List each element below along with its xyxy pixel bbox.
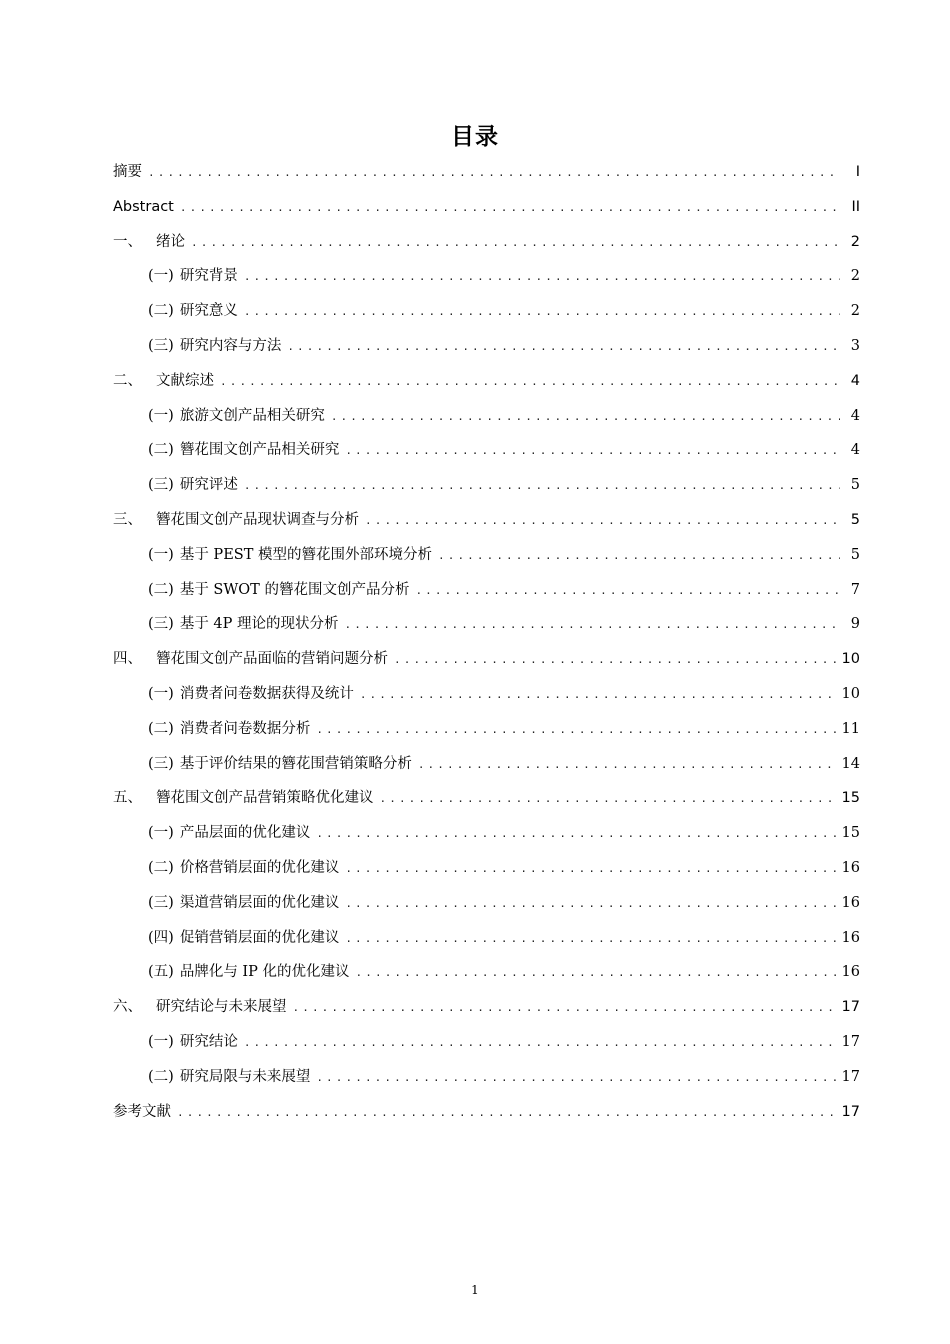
toc-entry[interactable] bbox=[113, 781, 860, 816]
toc-entry-label: 研究背景 bbox=[179, 268, 238, 285]
toc-entry[interactable] bbox=[113, 955, 860, 990]
toc-entry-number: (三) bbox=[148, 616, 174, 633]
toc-entry-label: 旅游文创产品相关研究 bbox=[179, 407, 325, 424]
toc-entry-number: (一) bbox=[148, 825, 174, 842]
toc-dot-leader bbox=[293, 991, 836, 1026]
toc-entry-label: 簪花围文创产品营销策略优化建议 bbox=[156, 790, 374, 807]
toc-entry-number: (三) bbox=[148, 894, 174, 911]
toc-entry-page: 16 bbox=[841, 894, 860, 911]
toc-entry-page: 16 bbox=[841, 859, 860, 876]
toc-dot-leader bbox=[415, 574, 840, 609]
toc-entry[interactable] bbox=[113, 259, 860, 294]
table-of-contents bbox=[113, 155, 860, 1129]
toc-dot-leader bbox=[316, 713, 835, 748]
toc-entry-page: 11 bbox=[841, 720, 860, 737]
toc-entry-number: 一、 bbox=[113, 233, 142, 250]
toc-entry-label: 促销营销层面的优化建议 bbox=[179, 929, 340, 946]
toc-entry-label: 渠道营销层面的优化建议 bbox=[179, 894, 340, 911]
toc-dot-leader bbox=[316, 1061, 835, 1096]
toc-entry[interactable] bbox=[113, 851, 860, 886]
toc-entry-page: 2 bbox=[850, 268, 860, 285]
toc-entry-label: 文献综述 bbox=[156, 372, 214, 389]
toc-entry-page: 17 bbox=[841, 1068, 860, 1085]
toc-entry-page: 5 bbox=[850, 477, 860, 494]
toc-entry[interactable] bbox=[113, 747, 860, 782]
toc-dot-leader bbox=[365, 504, 840, 539]
toc-dot-leader bbox=[244, 469, 840, 504]
toc-dot-leader bbox=[380, 782, 836, 817]
toc-entry-number: (一) bbox=[148, 685, 174, 702]
toc-entry-page: 16 bbox=[841, 929, 860, 946]
toc-entry[interactable] bbox=[113, 1025, 860, 1060]
toc-entry[interactable] bbox=[113, 225, 860, 260]
toc-dot-leader bbox=[345, 852, 835, 887]
toc-entry-page: 14 bbox=[841, 755, 860, 772]
toc-entry-page: 4 bbox=[850, 372, 860, 389]
toc-entry-label: 研究评述 bbox=[179, 477, 238, 494]
toc-entry[interactable] bbox=[113, 399, 860, 434]
toc-entry-label: Abstract bbox=[113, 198, 174, 215]
toc-entry-label: 绪论 bbox=[156, 233, 185, 250]
toc-entry-label: 基于评价结果的簪花围营销策略分析 bbox=[179, 755, 412, 772]
toc-dot-leader bbox=[345, 887, 835, 922]
toc-entry[interactable] bbox=[113, 816, 860, 851]
toc-dot-leader bbox=[345, 608, 840, 643]
toc-entry-number: (一) bbox=[148, 1033, 174, 1050]
toc-entry[interactable] bbox=[113, 294, 860, 329]
toc-entry-page: II bbox=[851, 198, 860, 215]
toc-entry-page: 10 bbox=[841, 685, 860, 702]
toc-entry-number: (二) bbox=[148, 581, 174, 598]
toc-dot-leader bbox=[331, 400, 840, 435]
toc-entry-page: 15 bbox=[841, 825, 860, 842]
toc-entry-number: (一) bbox=[148, 268, 174, 285]
toc-dot-leader bbox=[244, 1026, 836, 1061]
toc-entry-label: 簪花围文创产品现状调查与分析 bbox=[156, 511, 359, 528]
toc-dot-leader bbox=[191, 226, 840, 261]
toc-entry-label: 价格营销层面的优化建议 bbox=[179, 859, 340, 876]
toc-entry-label: 品牌化与 IP 化的优化建议 bbox=[179, 964, 350, 981]
toc-entry-number: 五、 bbox=[113, 790, 142, 807]
toc-entry-page: 15 bbox=[841, 790, 860, 807]
toc-dot-leader bbox=[148, 156, 840, 191]
toc-dot-leader bbox=[316, 817, 835, 852]
toc-entry-page: 5 bbox=[850, 546, 860, 563]
toc-entry-label: 基于 SWOT 的簪花围文创产品分析 bbox=[179, 581, 410, 598]
toc-entry[interactable] bbox=[113, 190, 860, 225]
toc-entry-number: (三) bbox=[148, 755, 174, 772]
toc-entry-number: 六、 bbox=[113, 999, 142, 1016]
toc-entry[interactable] bbox=[113, 329, 860, 364]
toc-entry-number: (二) bbox=[148, 442, 174, 459]
toc-entry-number: (一) bbox=[148, 407, 174, 424]
toc-entry-number: 三、 bbox=[113, 511, 142, 528]
toc-entry[interactable] bbox=[113, 364, 860, 399]
toc-entry-page: 4 bbox=[850, 442, 860, 459]
toc-dot-leader bbox=[180, 191, 840, 226]
toc-entry-number: (四) bbox=[148, 929, 174, 946]
toc-entry-label: 基于 PEST 模型的簪花围外部环境分析 bbox=[179, 546, 432, 563]
toc-entry-page: 9 bbox=[850, 616, 860, 633]
toc-entry-label: 参考文献 bbox=[113, 1103, 171, 1120]
toc-entry-page: 2 bbox=[850, 303, 860, 320]
toc-dot-leader bbox=[345, 434, 840, 469]
toc-entry-page: 7 bbox=[850, 581, 860, 598]
toc-entry[interactable] bbox=[113, 677, 860, 712]
toc-entry-label: 研究内容与方法 bbox=[179, 337, 282, 354]
toc-entry-label: 簪花围文创产品相关研究 bbox=[179, 442, 340, 459]
toc-entry[interactable] bbox=[113, 155, 860, 190]
toc-entry-page: 2 bbox=[850, 233, 860, 250]
toc-dot-leader bbox=[418, 748, 836, 783]
toc-entry-page: 4 bbox=[850, 407, 860, 424]
toc-dot-leader bbox=[360, 678, 836, 713]
toc-entry-label: 消费者问卷数据分析 bbox=[179, 720, 311, 737]
toc-entry-label: 研究结论 bbox=[179, 1033, 238, 1050]
toc-entry-label: 研究局限与未来展望 bbox=[179, 1068, 311, 1085]
toc-entry[interactable] bbox=[113, 503, 860, 538]
toc-dot-leader bbox=[438, 539, 840, 574]
toc-dot-leader bbox=[287, 330, 840, 365]
toc-entry-label: 研究意义 bbox=[179, 303, 238, 320]
toc-dot-leader bbox=[244, 260, 840, 295]
toc-entry[interactable] bbox=[113, 468, 860, 503]
toc-dot-leader bbox=[177, 1096, 836, 1131]
toc-entry-page: 5 bbox=[850, 511, 860, 528]
toc-entry-label: 摘要 bbox=[113, 164, 142, 180]
toc-entry[interactable] bbox=[113, 433, 860, 468]
toc-entry-label: 产品层面的优化建议 bbox=[179, 825, 311, 842]
toc-entry-number: (三) bbox=[148, 477, 174, 494]
toc-entry-page: 17 bbox=[841, 999, 860, 1016]
toc-entry[interactable] bbox=[113, 921, 860, 956]
toc-entry[interactable] bbox=[113, 607, 860, 642]
toc-entry-page: 10 bbox=[841, 651, 860, 668]
toc-entry[interactable] bbox=[113, 642, 860, 677]
toc-entry[interactable] bbox=[113, 886, 860, 921]
toc-entry[interactable] bbox=[113, 712, 860, 747]
toc-dot-leader bbox=[356, 956, 836, 991]
toc-entry-number: 二、 bbox=[113, 372, 142, 389]
toc-entry-number: (一) bbox=[148, 546, 174, 563]
toc-dot-leader bbox=[345, 922, 835, 957]
toc-dot-leader bbox=[220, 365, 840, 400]
toc-entry-page: 17 bbox=[841, 1033, 860, 1050]
toc-entry-number: 四、 bbox=[113, 651, 142, 668]
toc-entry[interactable] bbox=[113, 1095, 860, 1130]
toc-entry-page: 3 bbox=[850, 337, 860, 354]
toc-entry-page: 17 bbox=[841, 1103, 860, 1120]
toc-entry-number: (五) bbox=[148, 964, 174, 981]
toc-dot-leader bbox=[244, 295, 840, 330]
toc-entry-number: (二) bbox=[148, 720, 174, 737]
toc-entry-number: (二) bbox=[148, 303, 174, 320]
toc-entry[interactable] bbox=[113, 990, 860, 1025]
toc-entry-label: 基于 4P 理论的现状分析 bbox=[179, 616, 339, 633]
toc-entry-number: (三) bbox=[148, 337, 174, 354]
toc-dot-leader bbox=[394, 643, 836, 678]
toc-entry-page: 16 bbox=[841, 964, 860, 981]
page-title: 目录 bbox=[451, 124, 499, 150]
toc-entry-number: (二) bbox=[148, 859, 174, 876]
toc-entry[interactable] bbox=[113, 1060, 860, 1095]
toc-entry-label: 簪花围文创产品面临的营销问题分析 bbox=[156, 651, 388, 668]
toc-entry-number: (二) bbox=[148, 1068, 174, 1085]
toc-entry[interactable] bbox=[113, 538, 860, 573]
toc-entry[interactable] bbox=[113, 573, 860, 608]
toc-entry-label: 消费者问卷数据获得及统计 bbox=[179, 685, 354, 702]
toc-entry-page: I bbox=[855, 164, 860, 180]
toc-entry-label: 研究结论与未来展望 bbox=[156, 999, 287, 1016]
page-number: 1 bbox=[471, 1283, 479, 1297]
